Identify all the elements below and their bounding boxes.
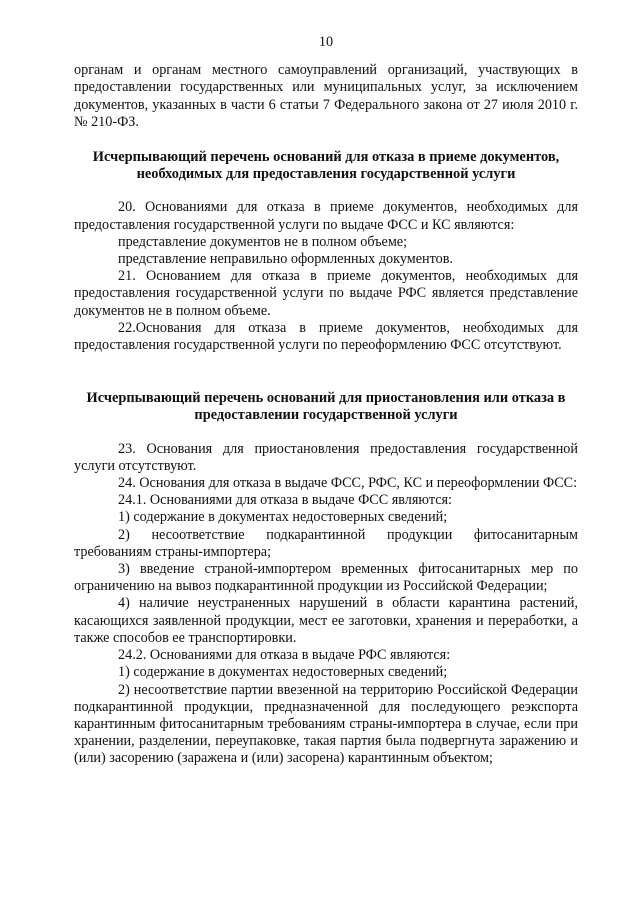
section-heading-suspension-refusal: Исчерпывающий перечень оснований для приостановления или отказа в предоставлении государственной услуги: [86, 390, 566, 424]
list-item: 2) несоответствие партии ввезенной на территорию Российской Федерации подкарантинной продукции, предназначенной для последующего реэкспорта карантинным фитосанитарным требованиям страны-импортера в случае, если при хранении, разделении, переупаковке, такая партия была подвергнута заражению и (или) засорению (заражена и (или) засорена) карантинным объектом;: [74, 681, 578, 767]
paragraph-23: 23. Основания для приостановления предоставления государственной услуги отсутствуют.: [74, 440, 578, 474]
list-item: 4) наличие неустраненных нарушений в области карантина растений, касающихся заявленной продукции, мест ее заготовки, хранения и переработки, а также способов ее транспортировки.: [74, 595, 578, 646]
list-item: представление неправильно оформленных документов.: [118, 251, 453, 268]
list-item: 1) содержание в документах недостоверных сведений;: [118, 664, 448, 681]
paragraph-20: 20. Основаниями для отказа в приеме документов, необходимых для предоставления государственной услуги по выдаче ФСС и КС являются:: [74, 199, 578, 233]
list-item: 1) содержание в документах недостоверных сведений;: [118, 509, 448, 526]
section-heading-refusal-acceptance: Исчерпывающий перечень оснований для отказа в приеме документов, необходимых для предоставления государственной услуги: [92, 149, 560, 183]
paragraph-22: 22.Основания для отказа в приеме документов, необходимых для предоставления государственной услуги по переоформлению ФСС отсутствуют.: [74, 319, 578, 354]
intro-paragraph: органам и органам местного самоуправлений организаций, участвующих в предоставлении государственных или муниципальных услуг, за исключением документов, указанных в части 6 статьи 7 Федерального закона от 27 июля 2010 г. № 210-ФЗ.: [74, 62, 578, 130]
paragraph-24: 24. Основания для отказа в выдаче ФСС, РФС, КС и переоформлении ФСС:: [118, 475, 578, 492]
paragraph-24-1: 24.1. Основаниями для отказа в выдаче ФСС являются:: [118, 492, 452, 509]
list-item: представление документов не в полном объеме;: [118, 233, 408, 250]
page-number: 10: [318, 34, 334, 50]
paragraph-21: 21. Основанием для отказа в приеме документов, необходимых для предоставления государственной услуги по выдаче РФС является представление документов не в полном объеме.: [74, 268, 578, 319]
list-item: 3) введение страной-импортером временных фитосанитарных мер по ограничению на вывоз подкарантинной продукции из Российской Федерации;: [74, 561, 578, 595]
paragraph-24-2: 24.2. Основаниями для отказа в выдаче РФС являются:: [118, 647, 451, 664]
list-item: 2) несоответствие подкарантинной продукции фитосанитарным требованиям страны-импортера;: [74, 526, 578, 560]
